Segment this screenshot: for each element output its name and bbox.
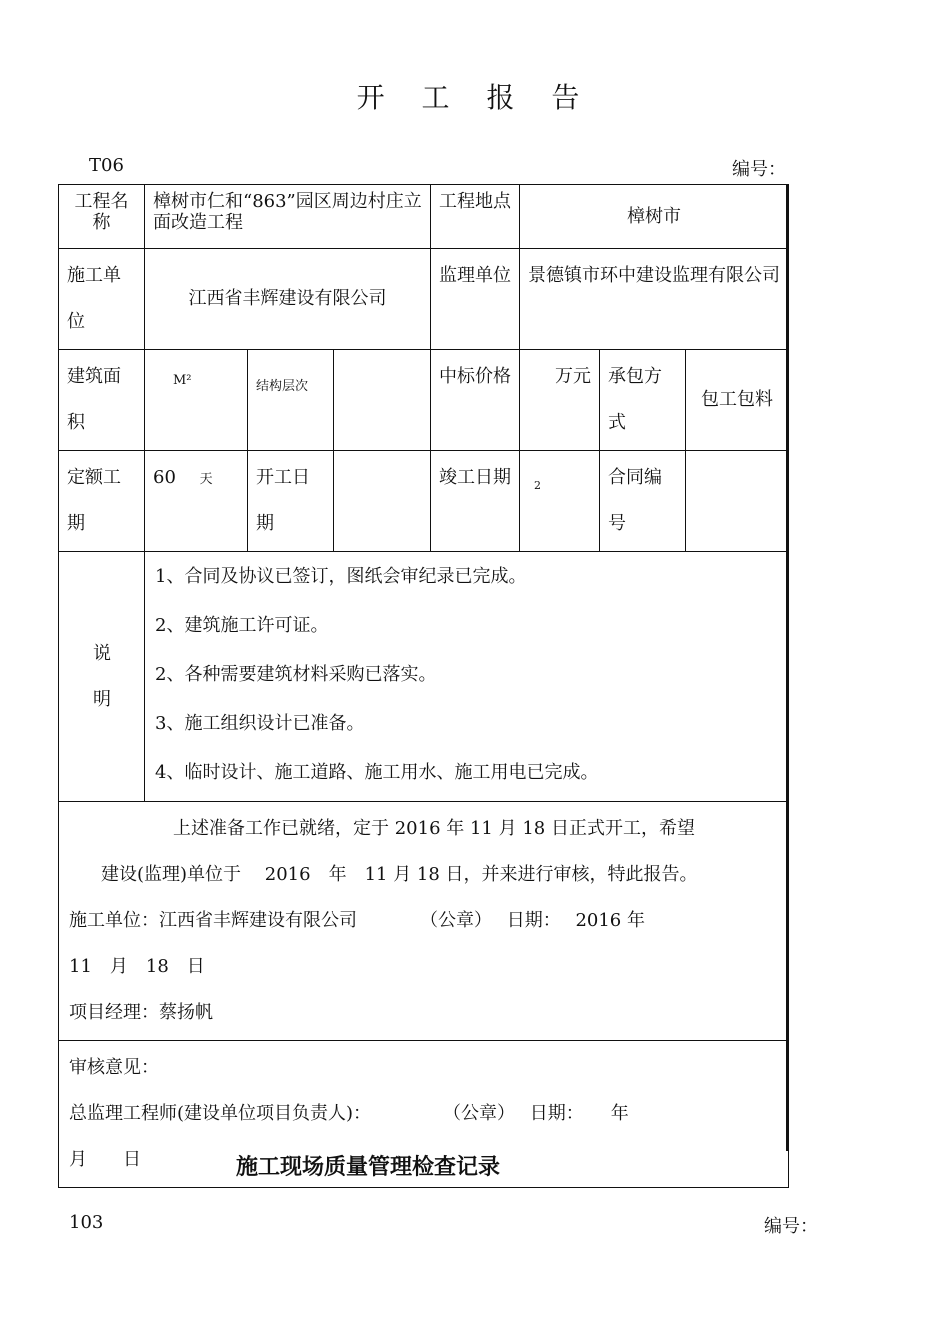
area-unit: M² xyxy=(173,373,192,388)
list-item: 2、各种需要建筑材料采购已落实。 xyxy=(155,664,437,685)
notes-label: 说明 xyxy=(59,552,145,802)
construction-unit-value: 江西省丰辉建设有限公司 xyxy=(145,249,431,350)
location-value: 樟树市 xyxy=(520,185,789,249)
location-label: 工程地点 xyxy=(431,185,520,249)
report-line: 11 月 18 日 xyxy=(69,956,205,977)
review-line: 月 日 xyxy=(69,1149,141,1170)
contract-no-value xyxy=(686,451,789,552)
next-section-title: 施工现场质量管理检查记录 xyxy=(236,1154,501,1180)
completion-date-value: 2 xyxy=(534,479,542,492)
report-section xyxy=(59,802,789,1041)
area-label: 建筑面积 xyxy=(59,350,145,451)
construction-unit-label: 施工单位 xyxy=(59,249,145,350)
list-item: 3、施工组织设计已准备。 xyxy=(155,713,365,734)
structure-value xyxy=(334,350,431,451)
bid-price-unit: 万元 xyxy=(520,350,600,451)
project-manager: 项目经理：蔡扬帆 xyxy=(69,1002,213,1023)
list-item: 2、建筑施工许可证。 xyxy=(155,615,329,636)
next-section-code: 103 xyxy=(69,1212,104,1233)
review-line: 审核意见： xyxy=(69,1057,159,1078)
table-row xyxy=(59,185,789,249)
quota-period-label: 定额工期 xyxy=(59,451,145,552)
project-name-label: 工程名称 xyxy=(59,185,145,249)
table-row xyxy=(59,350,789,451)
review-line: 总监理工程师(建设单位项目负责人)： （公章） 日期： 年 xyxy=(69,1103,629,1124)
project-name-value: 樟树市仁和“863”园区周边村庄立面改造工程 xyxy=(145,185,431,249)
bid-price-label: 中标价格 xyxy=(431,350,520,451)
number-label: 编号： xyxy=(732,159,786,180)
report-line: 施工单位：江西省丰辉建设有限公司 （公章） 日期： 2016 年 xyxy=(69,910,645,931)
contract-mode-label: 承包方式 xyxy=(600,350,686,451)
contract-no-label: 合同编号 xyxy=(600,451,686,552)
table-row xyxy=(59,552,789,802)
list-item: 1、合同及协议已签订，图纸会审纪录已完成。 xyxy=(155,566,527,587)
list-item: 4、临时设计、施工道路、施工用水、施工用电已完成。 xyxy=(155,762,599,783)
supervision-unit-label: 监理单位 xyxy=(431,249,520,350)
start-report-table xyxy=(58,184,789,1188)
next-section-number-label: 编号： xyxy=(764,1216,818,1237)
notes-list xyxy=(145,552,789,802)
contract-mode-value: 包工包料 xyxy=(686,350,789,451)
table-row xyxy=(59,451,789,552)
completion-date-label: 竣工日期 xyxy=(431,451,520,552)
table-row xyxy=(59,802,789,1041)
document-code: T06 xyxy=(89,155,124,176)
quota-period-value: 60 xyxy=(153,467,176,488)
report-line: 建设(监理)单位于 2016 年 11 月 18 日，并来进行审核，特此报告。 xyxy=(101,864,698,885)
start-date-label: 开工日期 xyxy=(248,451,334,552)
start-date-value xyxy=(334,451,431,552)
table-right-border xyxy=(786,184,789,1151)
structure-label: 结构层次 xyxy=(256,379,309,394)
supervision-unit-value: 景德镇市环中建设监理有限公司 xyxy=(520,249,789,350)
table-row xyxy=(59,249,789,350)
report-line: 上述准备工作已就绪，定于 2016 年 11 月 18 日正式开工，希望 xyxy=(173,818,695,839)
page-title: 开 工 报 告 xyxy=(356,81,594,114)
quota-period-unit: 天 xyxy=(199,472,213,487)
